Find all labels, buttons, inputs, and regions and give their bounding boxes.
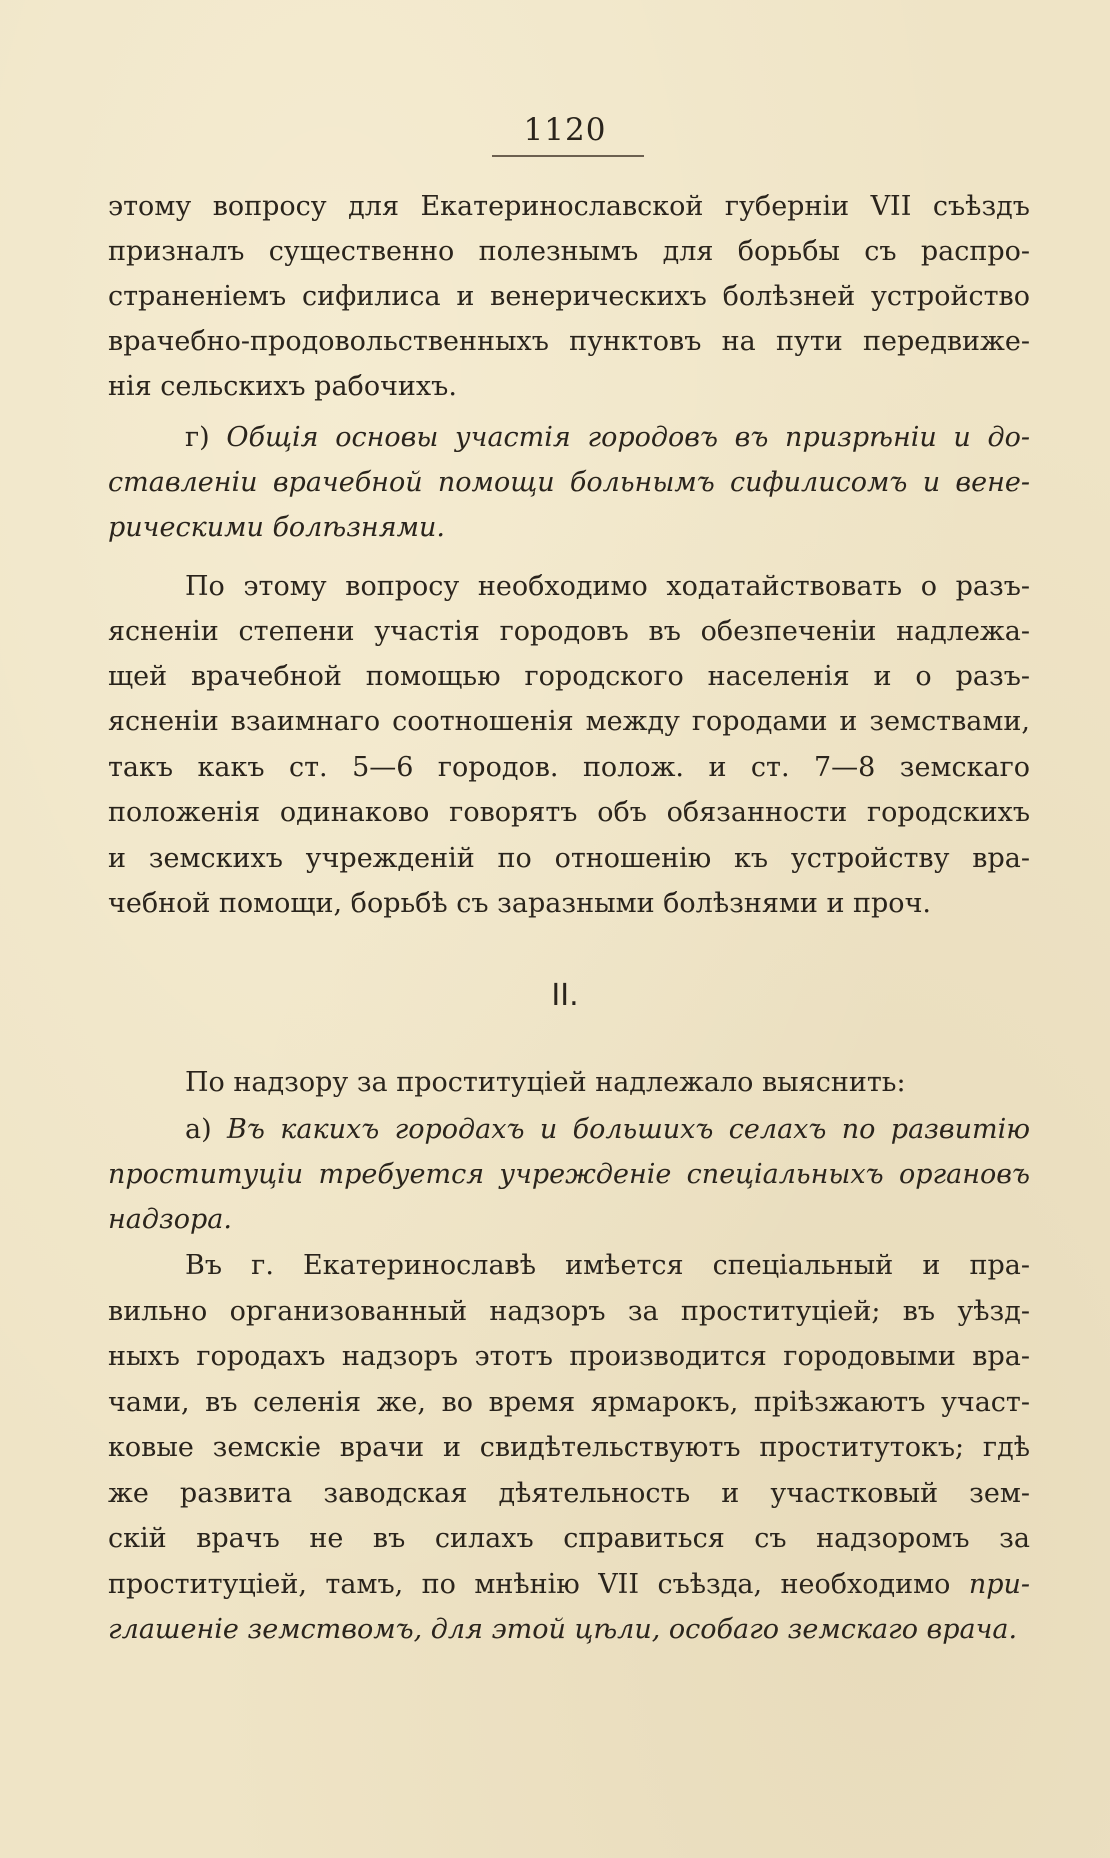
text-line: призналъ существенно полезнымъ для борьбы съ распро- (108, 236, 1030, 267)
text-line: Въ г. Екатеринославѣ имѣется спеціальный и пра- (185, 1250, 1030, 1281)
page-number: 1120 (523, 112, 607, 148)
item-g-heading-line (185, 418, 1030, 458)
item-g-label: г) (185, 422, 210, 453)
text-line: ныхъ городахъ надзоръ этотъ производится городовыми вра- (108, 1341, 1030, 1372)
item-a-heading-line (185, 1110, 1030, 1150)
item-g-title: Общія основы участія городовъ въ призрѣніи и до- (226, 422, 1030, 453)
item-a-title: Въ какихъ городахъ и большихъ селахъ по развитію (227, 1114, 1031, 1145)
page-number-rule (492, 155, 644, 157)
text-line: ковые земскіе врачи и свидѣтельствуютъ проститутокъ; гдѣ (108, 1432, 1030, 1463)
text-line-mixed (108, 1565, 1030, 1605)
text-line: нія сельскихъ рабочихъ. (108, 371, 457, 402)
text-line: этому вопросу для Екатеринославской губерніи VII съѣздъ (108, 191, 1030, 222)
item-a-title-line: надзора. (108, 1204, 232, 1235)
text-line: страненіемъ сифилиса и венерическихъ болѣзней устройство (108, 281, 1030, 312)
text-line: и земскихъ учрежденій по отношенію къ устройству вра- (108, 843, 1030, 874)
text-line: скій врачъ не въ силахъ справиться съ надзоромъ за (108, 1523, 1030, 1554)
text-line: врачебно-продовольственныхъ пунктовъ на пути передвиже- (108, 326, 1030, 357)
text-line: ясненіи взаимнаго соотношенія между городами и земствами, (108, 706, 1030, 737)
section-heading: II. (551, 978, 579, 1013)
item-a-label: а) (185, 1114, 212, 1145)
text-line: глашеніе земствомъ, для этой цѣли, особаго земскаго врача. (108, 1614, 1018, 1645)
text-line: вильно организованный надзоръ за проституціей; въ уѣзд- (108, 1296, 1030, 1327)
text-line: чебной помощи, борьбѣ съ заразными болѣзнями и проч. (108, 888, 931, 919)
text-segment: проституціей, тамъ, по мнѣнію VII съѣзда, необходимо (108, 1569, 951, 1600)
text-line: ясненіи степени участія городовъ въ обезпеченіи надлежа- (108, 616, 1030, 647)
item-a-title-line: проституціи требуется учрежденіе спеціальныхъ органовъ (108, 1159, 1030, 1190)
item-g-title-line: рическими болѣзнями. (108, 512, 445, 543)
text-line: такъ какъ ст. 5—6 городов. полож. и ст. 7—8 земскаго (108, 752, 1030, 783)
text-line: По этому вопросу необходимо ходатайствовать о разъ- (185, 571, 1030, 602)
item-g-title-line: ставленіи врачебной помощи больнымъ сифилисомъ и вене- (108, 467, 1030, 498)
text-segment-italic: при- (968, 1569, 1030, 1600)
text-line: же развита заводская дѣятельность и участковый зем- (108, 1478, 1030, 1509)
text-line: щей врачебной помощью городского населенія и о разъ- (108, 661, 1030, 692)
text-line: По надзору за проституціей надлежало выяснить: (185, 1067, 906, 1098)
text-line: чами, въ селенія же, во время ярмарокъ, пріѣзжаютъ участ- (108, 1387, 1030, 1418)
text-line: положенія одинаково говорятъ объ обязанности городскихъ (108, 797, 1030, 828)
